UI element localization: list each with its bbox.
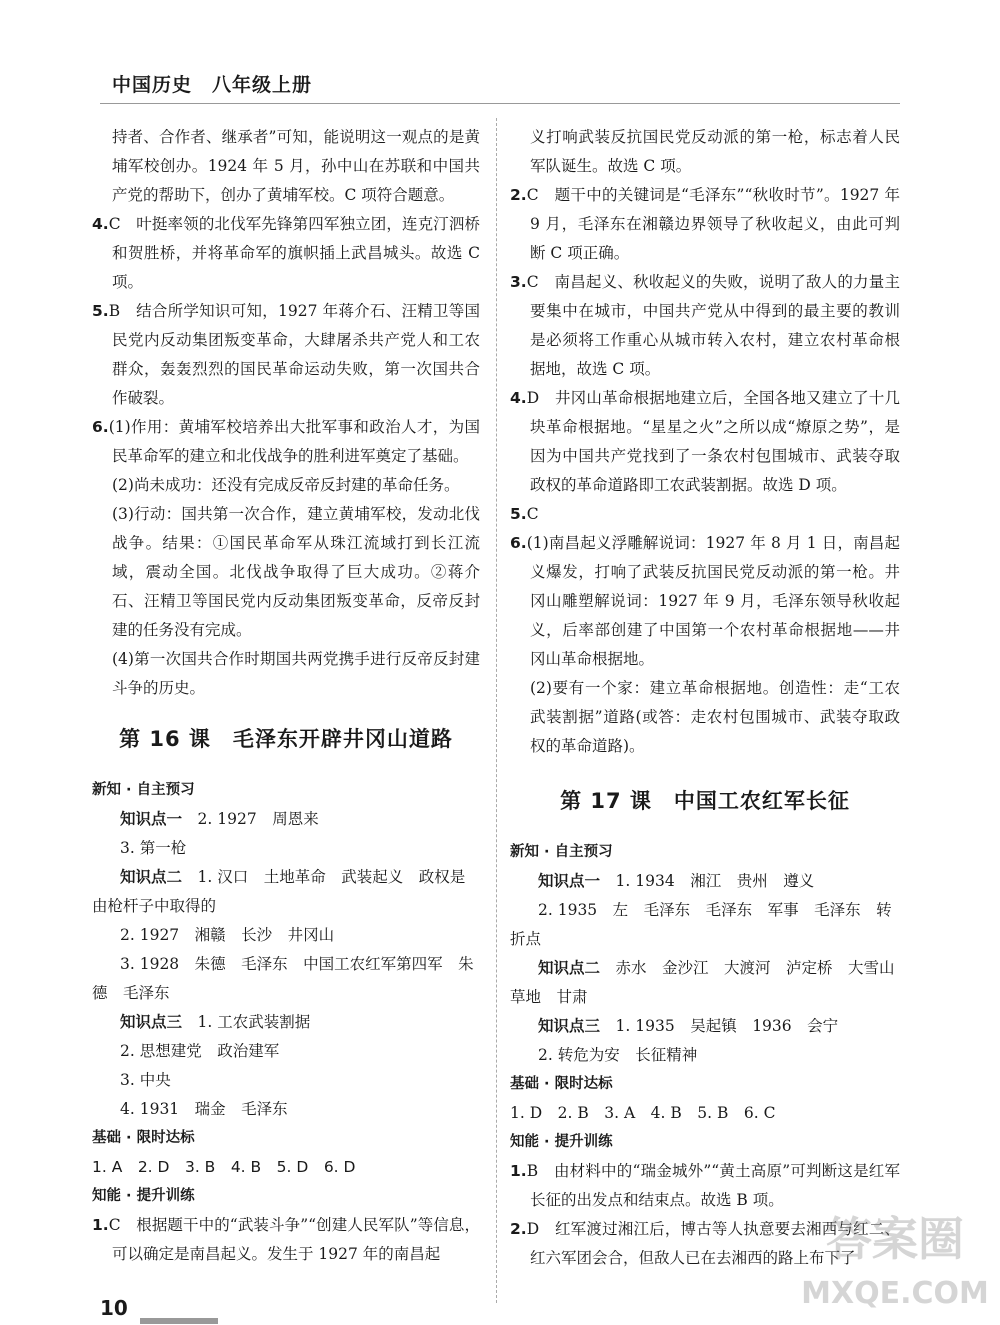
page-number-bar	[140, 1318, 218, 1324]
page-header-title: 中国历史 八年级上册	[112, 74, 313, 96]
answer-text: (1)作用：黄埔军校培养出大批军事和政治人才，为国民革命军的建立和北伐战争的胜利进军奠定了基础。	[108, 418, 480, 465]
ability-answer-1	[92, 1211, 480, 1269]
answer-text: B 结合所学知识可知，1927 年蒋介石、汪精卫等国民党内反动集团叛变革命，大肆屠杀共产党人和工农群众，轰轰烈烈的国民革命运动失败，第一次国共合作破裂。	[108, 302, 480, 407]
column-divider	[496, 118, 497, 1303]
answer-number: 3.	[510, 273, 527, 291]
left-column	[92, 123, 480, 1269]
knowledge-point-label: 知识点三	[120, 1013, 183, 1031]
knowledge-point-label: 知识点一	[538, 872, 601, 890]
answer-text: C 题干中的关键词是“毛泽东”“秋收时节”。1927 年 9 月，毛泽东在湘赣边界领导了秋收起义，由此可判断 C 项正确。	[526, 186, 900, 262]
knowledge-point-1	[510, 867, 900, 896]
knowledge-answer-line: 3. 第一枪	[120, 839, 187, 857]
answer-6-part-2: (2)要有一个家：建立革命根据地。创造性：走“工农武装割据”道路(或答：走农村包围城市、武装夺取政权的革命道路)。	[530, 679, 900, 755]
knowledge-answer: 1. 工农武装割据	[197, 1013, 311, 1031]
answer-text: C 南昌起义、秋收起义的失败，说明了敌人的力量主要集中在城市，中国共产党从中得到的最主要的教训是必须将工作重心从城市转入农村，建立农村革命根据地，故选 C 项。	[526, 273, 900, 378]
answer-text: C 根据题干中的“武装斗争”“创建人民军队”等信息，可以确定是南昌起义。发生于 1927 年的南昌起	[108, 1216, 480, 1263]
knowledge-answer-line: 2. 思想建党 政治建军	[120, 1042, 280, 1060]
knowledge-answer-line: 3. 中央	[120, 1071, 171, 1089]
knowledge-answer-line	[510, 896, 900, 954]
knowledge-answer: 1. 1935 吴起镇 1936 会宁	[615, 1017, 839, 1035]
answer-4	[510, 384, 900, 500]
answer-number: 2.	[510, 1220, 527, 1238]
answer-6-part-2: (2)尚未成功：还没有完成反帝反封建的革命任务。	[112, 476, 460, 494]
section-new-knowledge: 新知 · 自主预习	[92, 782, 195, 798]
answer-text: (1)南昌起义浮雕解说词：1927 年 8 月 1 日，南昌起义爆发，打响了武装反抗国民党反动派的第一枪。井冈山雕塑解说词：1927 年 9 月，毛泽东领导秋收起义，后率部创建了中国第一个农村革命根据地——井冈山革命根据地。	[526, 534, 900, 668]
basic-answers: 1. A 2. D 3. B 4. B 5. D 6. D	[92, 1158, 356, 1176]
answer-number: 6.	[92, 418, 109, 436]
answer-6-part-3: (3)行动：国共第一次合作，建立黄埔军校，发动北伐战争。结果：①国民革命军从珠江流域打到长江流域，震动全国。北伐战争取得了巨大成功。②蒋介石、汪精卫等国民党内反动集团叛变革命，反帝反封建的任务没有完成。	[112, 505, 480, 639]
answer-text: D 红军渡过湘江后，博古等人执意要去湘西与红二、红六军团会合，但敌人已在去湘西的路上布下了	[526, 1220, 900, 1267]
answer-number: 4.	[92, 215, 109, 233]
answer-5	[510, 500, 900, 529]
knowledge-answer: 2. 1935 左 毛泽东 毛泽东 军事 毛泽东 转折点	[510, 901, 892, 948]
right-column	[510, 123, 911, 1273]
page-number: 10	[100, 1296, 128, 1320]
knowledge-answer: 1. 汉口 土地革命 武装起义 政权是由枪杆子中取得的	[92, 868, 466, 915]
knowledge-point-label: 知识点三	[538, 1017, 601, 1035]
answer-6-part-4: (4)第一次国共合作时期国共两党携手进行反帝反封建斗争的历史。	[112, 650, 480, 697]
knowledge-answer: 1. 1934 湘江 贵州 遵义	[615, 872, 815, 890]
basic-answers: 1. D 2. B 3. A 4. B 5. B 6. C	[510, 1104, 776, 1122]
answer-5	[92, 297, 480, 413]
section-basic-drill: 基础 · 限时达标	[92, 1130, 195, 1146]
answer-4	[92, 210, 480, 297]
knowledge-answer-line: 4. 1931 瑞金 毛泽东	[120, 1100, 288, 1118]
knowledge-answer: 2. 1927 周恩来	[197, 810, 319, 828]
watermark-logo	[800, 1185, 990, 1320]
answer-number: 5.	[92, 302, 109, 320]
knowledge-point-label: 知识点二	[120, 868, 183, 886]
header-rule	[100, 103, 900, 104]
knowledge-point-3	[92, 1008, 480, 1037]
knowledge-point-label: 知识点二	[538, 959, 601, 977]
answer-text: D 井冈山革命根据地建立后，全国各地又建立了十几块革命根据地。“星星之火”之所以成“燎原之势”，是因为中国共产党找到了一条农村包围城市、武装夺取政权的革命道路即工农武装割据。故选 D 项。	[526, 389, 900, 494]
answer-text: B 由材料中的“瑞金城外”“黄土高原”可判断这是红军长征的出发点和结束点。故选 B 项。	[526, 1162, 900, 1209]
knowledge-answer: 赤水 金沙江 大渡河 泸定桥 大雪山 草地 甘肃	[510, 959, 911, 1006]
answer-number: 2.	[510, 186, 527, 204]
watermark-top-text: 答案圈	[826, 1212, 964, 1266]
knowledge-point-label: 知识点一	[120, 810, 183, 828]
knowledge-point-3	[510, 1012, 900, 1041]
knowledge-answer-line	[92, 950, 480, 1008]
answer-continuation: 义打响武装反抗国民党反动派的第一枪，标志着人民军队诞生。故选 C 项。	[530, 128, 900, 175]
answer-number: 1.	[92, 1216, 109, 1234]
answer-3	[510, 268, 900, 384]
knowledge-point-1	[92, 805, 480, 834]
answer-number: 4.	[510, 389, 527, 407]
knowledge-point-2	[510, 954, 911, 1012]
section-ability-training: 知能 · 提升训练	[510, 1134, 613, 1150]
answer-6	[510, 529, 900, 674]
answer-number: 6.	[510, 534, 527, 552]
section-basic-drill: 基础 · 限时达标	[510, 1076, 613, 1092]
section-new-knowledge: 新知 · 自主预习	[510, 844, 613, 860]
answer-number: 1.	[510, 1162, 527, 1180]
watermark-bottom-text: MXQE.COM	[801, 1276, 989, 1311]
knowledge-answer: 3. 1928 朱德 毛泽东 中国工农红军第四军 朱德 毛泽东	[92, 955, 474, 1002]
knowledge-point-2	[92, 863, 480, 921]
lesson-16-title: 第 16 课 毛泽东开辟井冈山道路	[119, 727, 453, 751]
answer-continuation: 持者、合作者、继承者”可知，能说明这一观点的是黄埔军校创办。1924 年 5 月，孙中山在苏联和中国共产党的帮助下，创办了黄埔军校。C 项符合题意。	[112, 128, 480, 204]
answer-text: C 叶挺率领的北伐军先锋第四军独立团，连克汀泗桥和贺胜桥，并将革命军的旗帜插上武昌城头。故选 C 项。	[108, 215, 480, 291]
answer-number: 5.	[510, 505, 527, 523]
lesson-17-title: 第 17 课 中国工农红军长征	[560, 789, 850, 813]
knowledge-answer-line: 2. 转危为安 长征精神	[538, 1046, 698, 1064]
answer-text: C	[526, 505, 539, 523]
knowledge-answer-line: 2. 1927 湘赣 长沙 井冈山	[120, 926, 335, 944]
section-ability-training: 知能 · 提升训练	[92, 1188, 195, 1204]
answer-2	[510, 181, 900, 268]
answer-6	[92, 413, 480, 471]
